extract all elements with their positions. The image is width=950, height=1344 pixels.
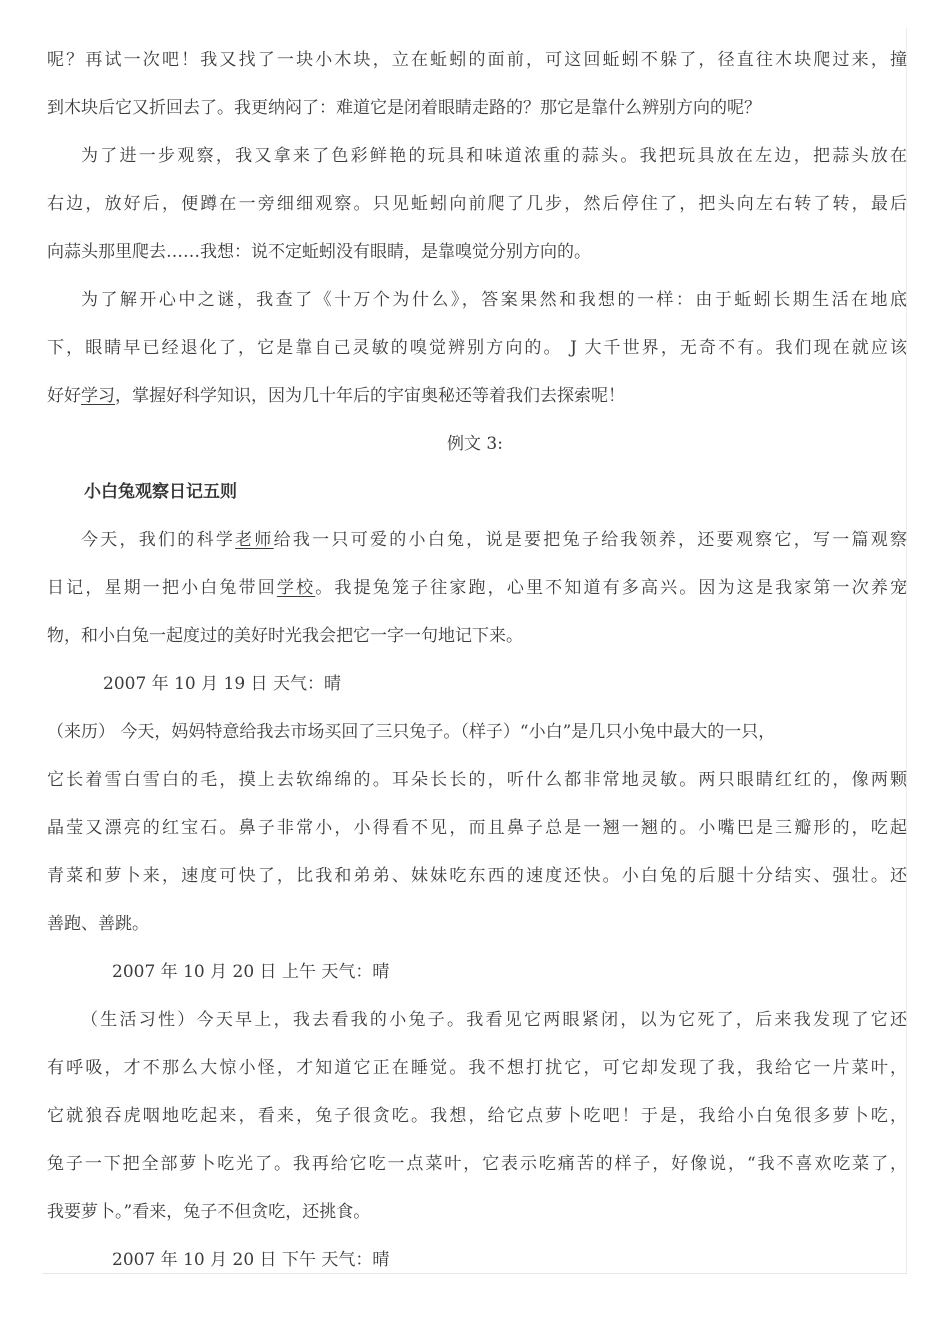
text-line: 兔子一下把全部萝卜吃光了。我再给它吃一点菜叶，它表示吃痛苦的样子，好像说，“我不喜欢吃菜了， bbox=[47, 1154, 907, 1174]
text-line bbox=[81, 529, 907, 551]
text-span: 今天，我们的科学 bbox=[81, 530, 236, 550]
page-border-bottom bbox=[42, 1273, 907, 1274]
text-span: ，掌握好科学知识，因为几十年后的宇宙奥秘还等着我们去探索呢！ bbox=[115, 386, 625, 406]
text-span: 给我一只可爱的小白兔，说是要把兔子给我领养，还要观察它，写一篇观察 bbox=[273, 530, 908, 550]
text-span: 日记，星期一把小白兔带回 bbox=[47, 578, 277, 598]
text-line: 善跑、善跳。 bbox=[47, 914, 149, 934]
text-line: 有呼吸，才不那么大惊小怪，才知道它正在睡觉。我不想打扰它，可它却发现了我，我给它一片菜叶， bbox=[47, 1058, 907, 1078]
text-line: 青菜和萝卜来，速度可快了，比我和弟弟、妹妹吃东西的速度还快。小白兔的后腿十分结实、强壮。还 bbox=[47, 866, 907, 886]
article-title: 小白兔观察日记五则 bbox=[84, 482, 237, 502]
diary-date: 2007 年 10 月 20 日 上午 天气：晴 bbox=[112, 962, 390, 982]
text-line: 晶莹又漂亮的红宝石。鼻子非常小，小得看不见，而且鼻子总是一翘一翘的。小嘴巴是三瓣形的，吃起 bbox=[47, 818, 907, 838]
text-span: 好好 bbox=[47, 386, 81, 406]
text-line: 为了解开心中之谜，我查了《十万个为什么》，答案果然和我想的一样：由于蚯蚓长期生活在地底 bbox=[81, 290, 907, 310]
text-line: 我要萝卜。”看来，兔子不但贪吃，还挑食。 bbox=[47, 1202, 371, 1222]
text-line: 右边，放好后，便蹲在一旁细细观察。只见蚯蚓向前爬了几步，然后停住了，把头向左右转了转，最后 bbox=[47, 194, 907, 214]
text-span: 。我提兔笼子往家跑，心里不知道有多高兴。因为这是我家第一次养宠 bbox=[315, 578, 908, 598]
text-line: （生活习性）今天早上，我去看我的小兔子。我看见它两眼紧闭，以为它死了，后来我发现了它还 bbox=[81, 1010, 907, 1030]
example-heading: 例文 3: bbox=[447, 434, 503, 454]
text-line: 它就狼吞虎咽地吃起来，看来，兔子很贪吃。我想，给它点萝卜吃吧！于是，我给小白兔很多萝卜吃， bbox=[47, 1106, 907, 1126]
diary-date: 2007 年 10 月 20 日 下午 天气：晴 bbox=[112, 1250, 390, 1270]
text-line: 它长着雪白雪白的毛，摸上去软绵绵的。耳朵长长的，听什么都非常地灵敏。两只眼睛红红的，像两颗 bbox=[47, 770, 907, 790]
text-line: 呢？再试一次吧！我又找了一块小木块，立在蚯蚓的面前，可这回蚯蚓不躲了，径直往木块爬过来，撞 bbox=[47, 50, 907, 70]
text-line: 向蒜头那里爬去……我想：说不定蚯蚓没有眼睛，是靠嗅觉分别方向的。 bbox=[47, 242, 591, 262]
link-school[interactable]: 学校 bbox=[276, 578, 316, 598]
link-study[interactable]: 学习 bbox=[81, 386, 115, 406]
diary-date: 2007 年 10 月 19 日 天气：晴 bbox=[103, 674, 341, 694]
text-line: 到木块后它又折回去了。我更纳闷了：难道它是闭着眼睛走路的？那它是靠什么辨别方向的呢？ bbox=[47, 98, 761, 118]
text-line bbox=[47, 385, 907, 407]
text-line: （来历） 今天，妈妈特意给我去市场买回了三只兔子。（样子）“小白”是几只小兔中最大的一只， bbox=[47, 722, 776, 742]
text-line: 为了进一步观察，我又拿来了色彩鲜艳的玩具和味道浓重的蒜头。我把玩具放在左边，把蒜头放在 bbox=[81, 146, 907, 166]
link-teacher[interactable]: 老师 bbox=[235, 530, 274, 550]
text-line: 下，眼睛早已经退化了，它是靠自己灵敏的嗅觉辨别方向的。 J 大千世界，无奇不有。我们现在就应该 bbox=[47, 338, 907, 358]
text-line bbox=[47, 577, 907, 599]
text-line: 物，和小白兔一起度过的美好时光我会把它一字一句地记下来。 bbox=[47, 626, 523, 646]
